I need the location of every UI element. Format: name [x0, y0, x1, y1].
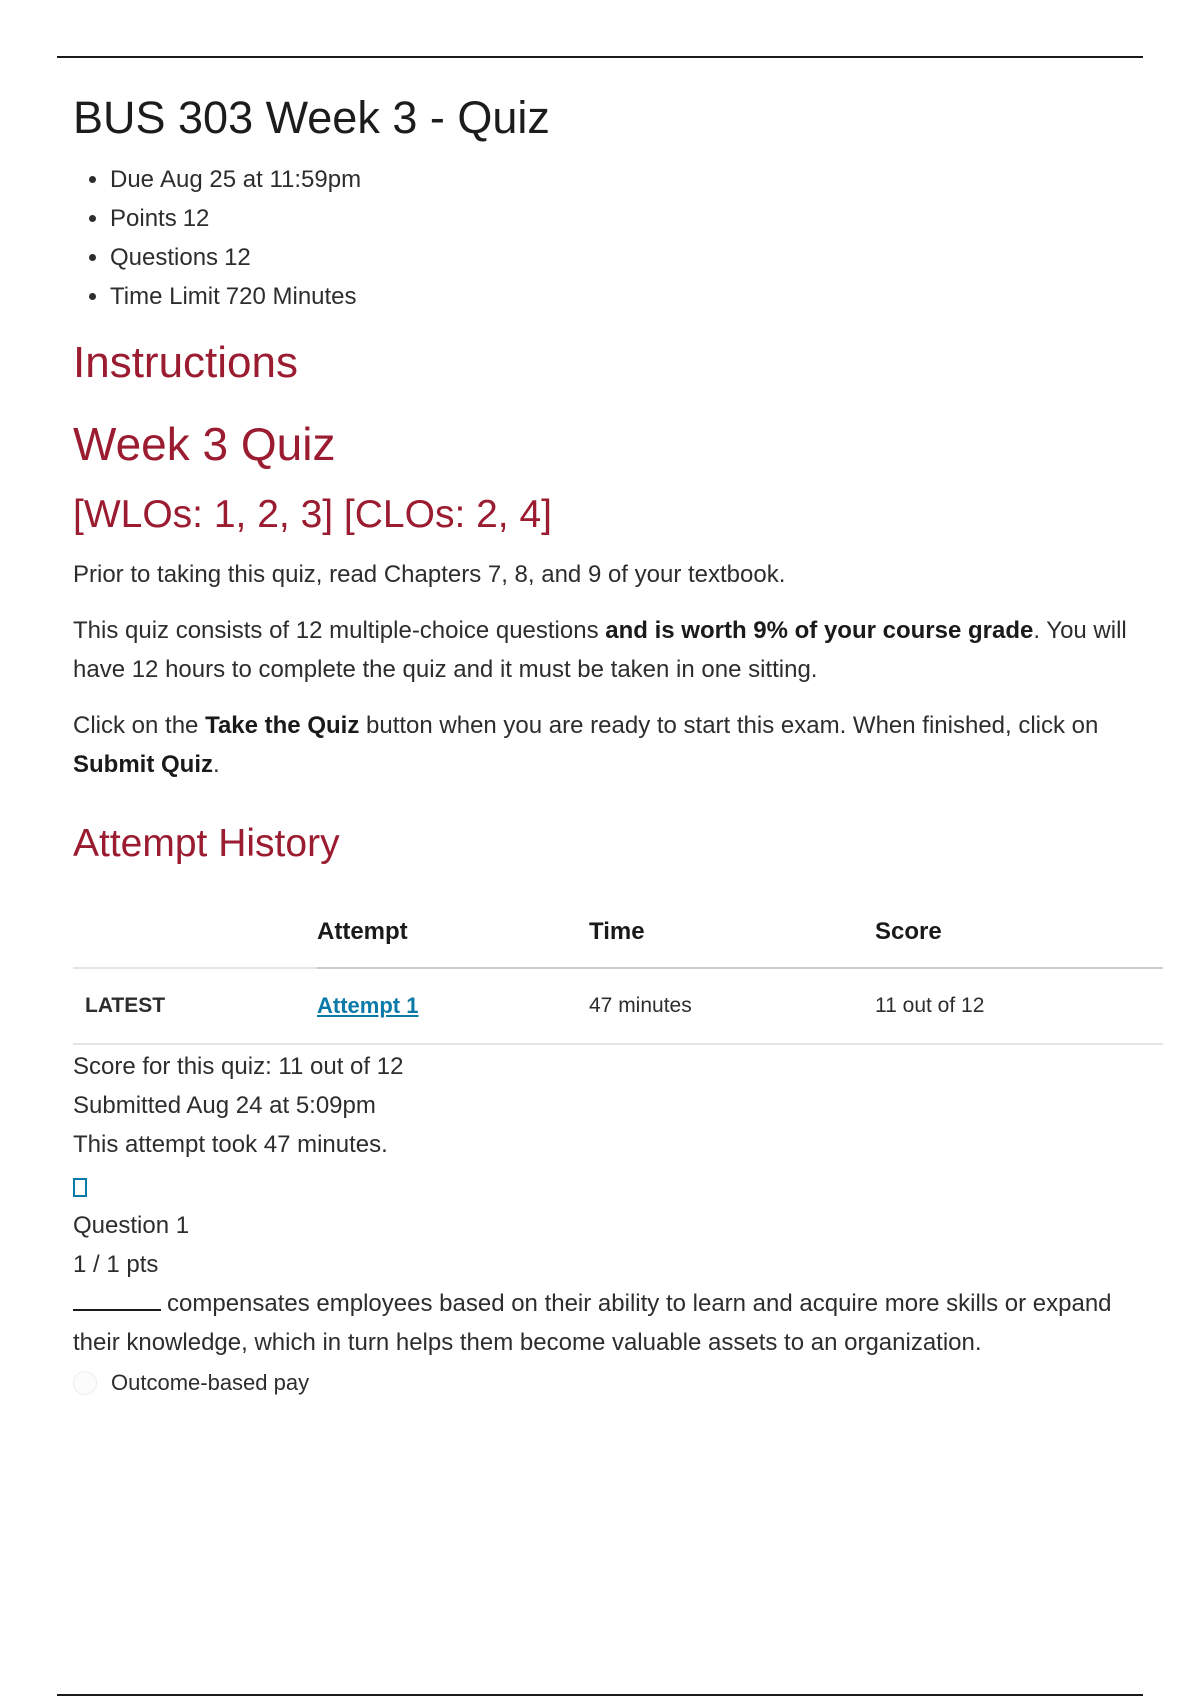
attempt-status: LATEST — [73, 968, 317, 1044]
top-rule — [57, 56, 1143, 58]
instructions-heading: Instructions — [73, 337, 298, 387]
text-segment: . — [213, 751, 220, 779]
bold-text: Submit Quiz — [73, 751, 213, 779]
detail-questions — [110, 238, 1163, 277]
bold-text: Take the Quiz — [205, 712, 360, 740]
question-body: compensates employees based on their ability to learn and acquire more skills or expand their knowledge, which in turn helps them become valuable assets to an organization. — [73, 1289, 1112, 1356]
submitted-time: Submitted Aug 24 at 5:09pm — [73, 1091, 376, 1119]
attempt-summary — [73, 1047, 1163, 1164]
question-text — [73, 1284, 1163, 1362]
bold-text: and is worth 9% of your course grade — [605, 617, 1034, 645]
text-segment: button when you are ready to start this exam. When finished, click on — [359, 712, 1099, 740]
text-segment: This quiz consists of 12 multiple-choice questions — [73, 617, 606, 645]
attempt-score: 11 out of 12 — [875, 968, 1163, 1044]
quiz-title: BUS 303 Week 3 - Quiz — [73, 92, 550, 143]
column-header-score: Score — [875, 897, 1163, 968]
question-points: 1 / 1 pts — [73, 1250, 159, 1278]
attempt-history-table — [73, 897, 1163, 1045]
flag-question-icon[interactable] — [73, 1178, 87, 1197]
column-header-status — [73, 897, 317, 968]
detail-label: Due — [110, 165, 155, 193]
detail-time-limit — [110, 277, 1163, 316]
table-row — [73, 968, 1163, 1044]
quiz-score: Score for this quiz: 11 out of 12 — [73, 1052, 404, 1080]
attempt-cell — [317, 968, 589, 1044]
column-header-attempt: Attempt — [317, 897, 589, 968]
detail-due — [110, 160, 1163, 199]
quiz-page — [73, 92, 1163, 1396]
bottom-rule — [57, 1694, 1143, 1696]
answer-radio[interactable] — [73, 1371, 97, 1395]
detail-value: 720 Minutes — [225, 282, 357, 310]
quiz-name-heading: Week 3 Quiz — [73, 418, 336, 471]
column-header-time: Time — [589, 897, 875, 968]
detail-value: 12 — [182, 204, 210, 232]
detail-label: Points — [110, 204, 177, 232]
attempt-link[interactable]: Attempt 1 — [317, 992, 419, 1018]
instructions-paragraph-reading: Prior to taking this quiz, read Chapters 7, 8, and 9 of your textbook. — [73, 561, 786, 589]
detail-value: 12 — [224, 243, 251, 271]
text-segment: . You will have 12 hours to complete the quiz and it must be taken in one sitting. — [73, 617, 1127, 684]
answer-option[interactable] — [73, 1370, 1163, 1396]
attempt-time: 47 minutes — [589, 968, 875, 1044]
detail-label: Questions — [110, 243, 219, 271]
instructions-paragraph-submit — [73, 706, 1163, 784]
detail-label: Time Limit — [110, 282, 220, 310]
detail-points — [110, 199, 1163, 238]
table-header-row — [73, 897, 1163, 968]
attempt-duration: This attempt took 47 minutes. — [73, 1130, 388, 1158]
detail-value: Aug 25 at 11:59pm — [160, 165, 362, 193]
question-title: Question 1 — [73, 1211, 190, 1239]
attempt-history-heading: Attempt History — [73, 822, 340, 866]
learning-outcomes: [WLOs: 1, 2, 3] [CLOs: 2, 4] — [73, 493, 553, 537]
question-block — [73, 1164, 1163, 1396]
text-segment: Click on the — [73, 712, 206, 740]
answer-label: Outcome-based pay — [111, 1369, 310, 1395]
instructions-paragraph-format — [73, 611, 1163, 689]
quiz-details — [73, 160, 1163, 316]
fill-in-blank — [73, 1287, 161, 1311]
